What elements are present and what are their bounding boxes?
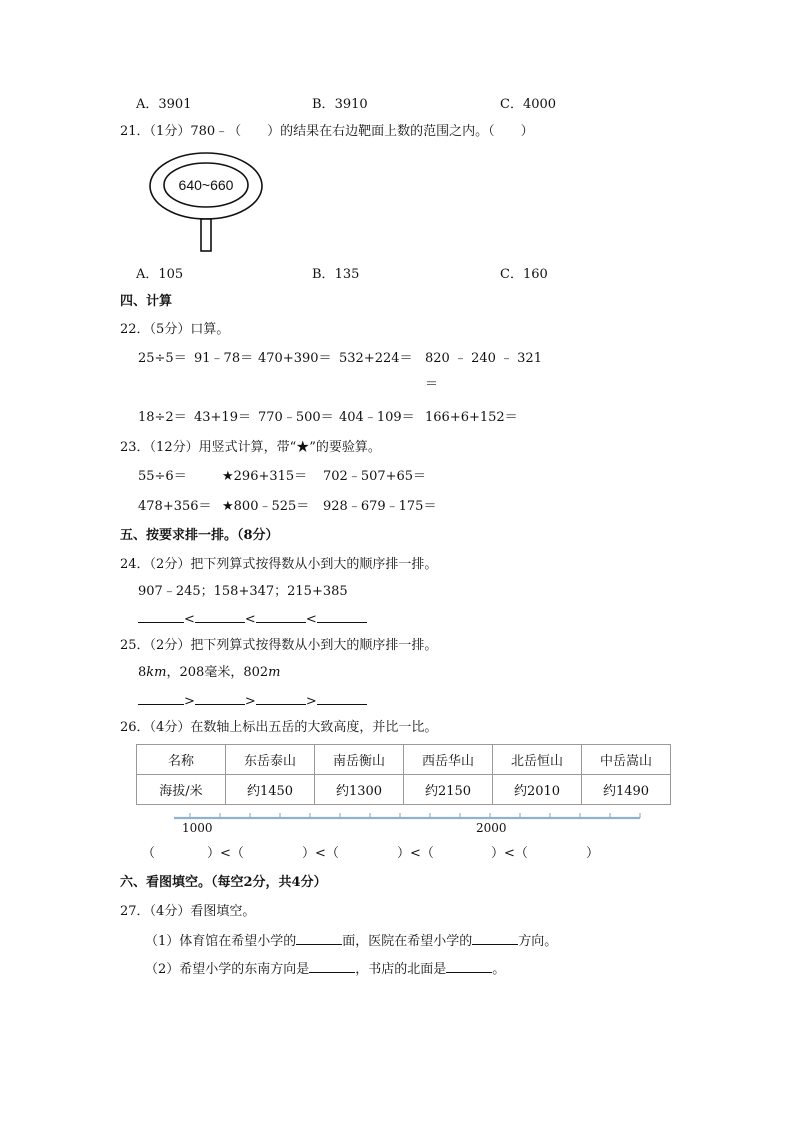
compare-part: ）<（ (397, 846, 434, 861)
answer-blank[interactable] (195, 690, 245, 705)
q20-option-a[interactable]: A．3901 (136, 97, 192, 112)
table-cell: 北岳恒山 (493, 745, 582, 775)
table-header-row (137, 745, 671, 775)
table-row (137, 775, 671, 805)
target-stand (201, 219, 211, 251)
answer-blank[interactable] (309, 958, 355, 973)
q22-item: 404﹣109＝ (339, 410, 415, 425)
q21-option-c[interactable]: C．160 (500, 267, 548, 282)
q24-stem: 24．（2分）把下列算式按得数从小到大的顺序排一排。 (120, 557, 438, 572)
q22-item: 25÷5＝ (138, 351, 187, 366)
q21-option-b[interactable]: B．135 (312, 267, 360, 282)
section-5-title: 五、按要求排一排。（8分） (120, 528, 279, 543)
q27-stem: 27．（4分）看图填空。 (120, 904, 256, 919)
axis-label-2000: 2000 (476, 821, 507, 835)
q22-stem: 22．（5分）口算。 (120, 322, 230, 337)
table-cell: 约1450 (226, 775, 315, 805)
q23-item: 928﹣679﹣175＝ (323, 499, 437, 514)
q27-line-2: （2）希望小学的东南方向是 ，书店的北面是 。 (145, 958, 505, 979)
table-cell: 海拔/米 (137, 775, 226, 805)
q25-items: 8km，208毫米，802m (138, 665, 281, 680)
q27-line-1: （1）体育馆在希望小学的 面，医院在希望小学的 方向。 (145, 930, 557, 951)
target-label: 640~660 (178, 177, 234, 193)
q20-option-c[interactable]: C．4000 (500, 97, 557, 112)
table-cell: 南岳衡山 (315, 745, 404, 775)
q26-stem: 26．（4分）在数轴上标出五岳的大致高度，并比一比。 (120, 720, 438, 735)
number-line (170, 810, 645, 840)
section-6-title: 六、看图填空。（每空2分，共4分） (120, 875, 327, 890)
section-4-title: 四、计算 (120, 294, 173, 309)
compare-part: ）<（ (491, 846, 528, 861)
table-cell: 名称 (137, 745, 226, 775)
answer-blank[interactable] (256, 690, 306, 705)
greater-than-sign: > (244, 694, 256, 709)
q23-stem: 23．（12分）用竖式计算，带“★”的要验算。 (120, 440, 381, 455)
five-peaks-table (136, 744, 671, 805)
q23-item: 702﹣507+65＝ (323, 469, 427, 484)
greater-than-sign: > (184, 694, 195, 709)
answer-blank[interactable] (256, 608, 306, 623)
q22-item: 470+390＝ (258, 351, 332, 366)
answer-blank[interactable] (138, 690, 184, 705)
table-cell: 东岳泰山 (226, 745, 315, 775)
answer-blank[interactable] (317, 690, 367, 705)
q22-item: 820 ﹣ 240 ﹣ 321 (425, 351, 542, 366)
answer-blank[interactable] (138, 608, 184, 623)
q21-option-a[interactable]: A．105 (136, 267, 184, 282)
q22-item-equals: ＝ (425, 377, 439, 392)
q24-items: 907﹣245；158+347；215+385 (138, 584, 348, 599)
q25-answer-line (138, 690, 367, 711)
q25-stem: 25．（2分）把下列算式按得数从小到大的顺序排一排。 (120, 638, 438, 653)
axis-label-1000: 1000 (182, 821, 213, 835)
q22-item: 91﹣78＝ (194, 351, 254, 366)
table-cell: 西岳华山 (404, 745, 493, 775)
q23-item: 478+356＝ (138, 499, 212, 514)
answer-blank[interactable] (195, 608, 245, 623)
table-cell: 中岳嵩山 (582, 745, 671, 775)
less-than-sign: < (244, 612, 256, 627)
target-board-figure (146, 150, 268, 256)
compare-part: ）<（ (207, 846, 244, 861)
compare-part: ）<（ (302, 846, 339, 861)
q22-item: 770﹣500＝ (258, 410, 334, 425)
compare-part: ） (586, 846, 600, 861)
table-cell: 约1490 (582, 775, 671, 805)
q21-stem: 21．（1分）780﹣（ ）的结果在右边靶面上数的范围之内。（ ） (120, 124, 534, 139)
answer-blank[interactable] (317, 608, 367, 623)
table-cell: 约2150 (404, 775, 493, 805)
greater-than-sign: > (305, 694, 317, 709)
less-than-sign: < (305, 612, 317, 627)
q23-item: ★800﹣525＝ (222, 499, 310, 514)
q24-answer-line (138, 608, 367, 629)
q22-item: 166+6+152＝ (425, 410, 518, 425)
q22-item: 532+224＝ (339, 351, 413, 366)
table-cell: 约2010 (493, 775, 582, 805)
less-than-sign: < (184, 612, 195, 627)
q22-item: 43+19＝ (194, 410, 251, 425)
answer-blank[interactable] (446, 958, 492, 973)
answer-blank[interactable] (472, 930, 518, 945)
q23-item: 55÷6＝ (138, 469, 187, 484)
table-cell: 约1300 (315, 775, 404, 805)
q23-item: ★296+315＝ (222, 469, 308, 484)
compare-part: （ (142, 846, 156, 861)
q22-item: 18÷2＝ (138, 410, 187, 425)
answer-blank[interactable] (296, 930, 342, 945)
q20-option-b[interactable]: B．3910 (312, 97, 368, 112)
